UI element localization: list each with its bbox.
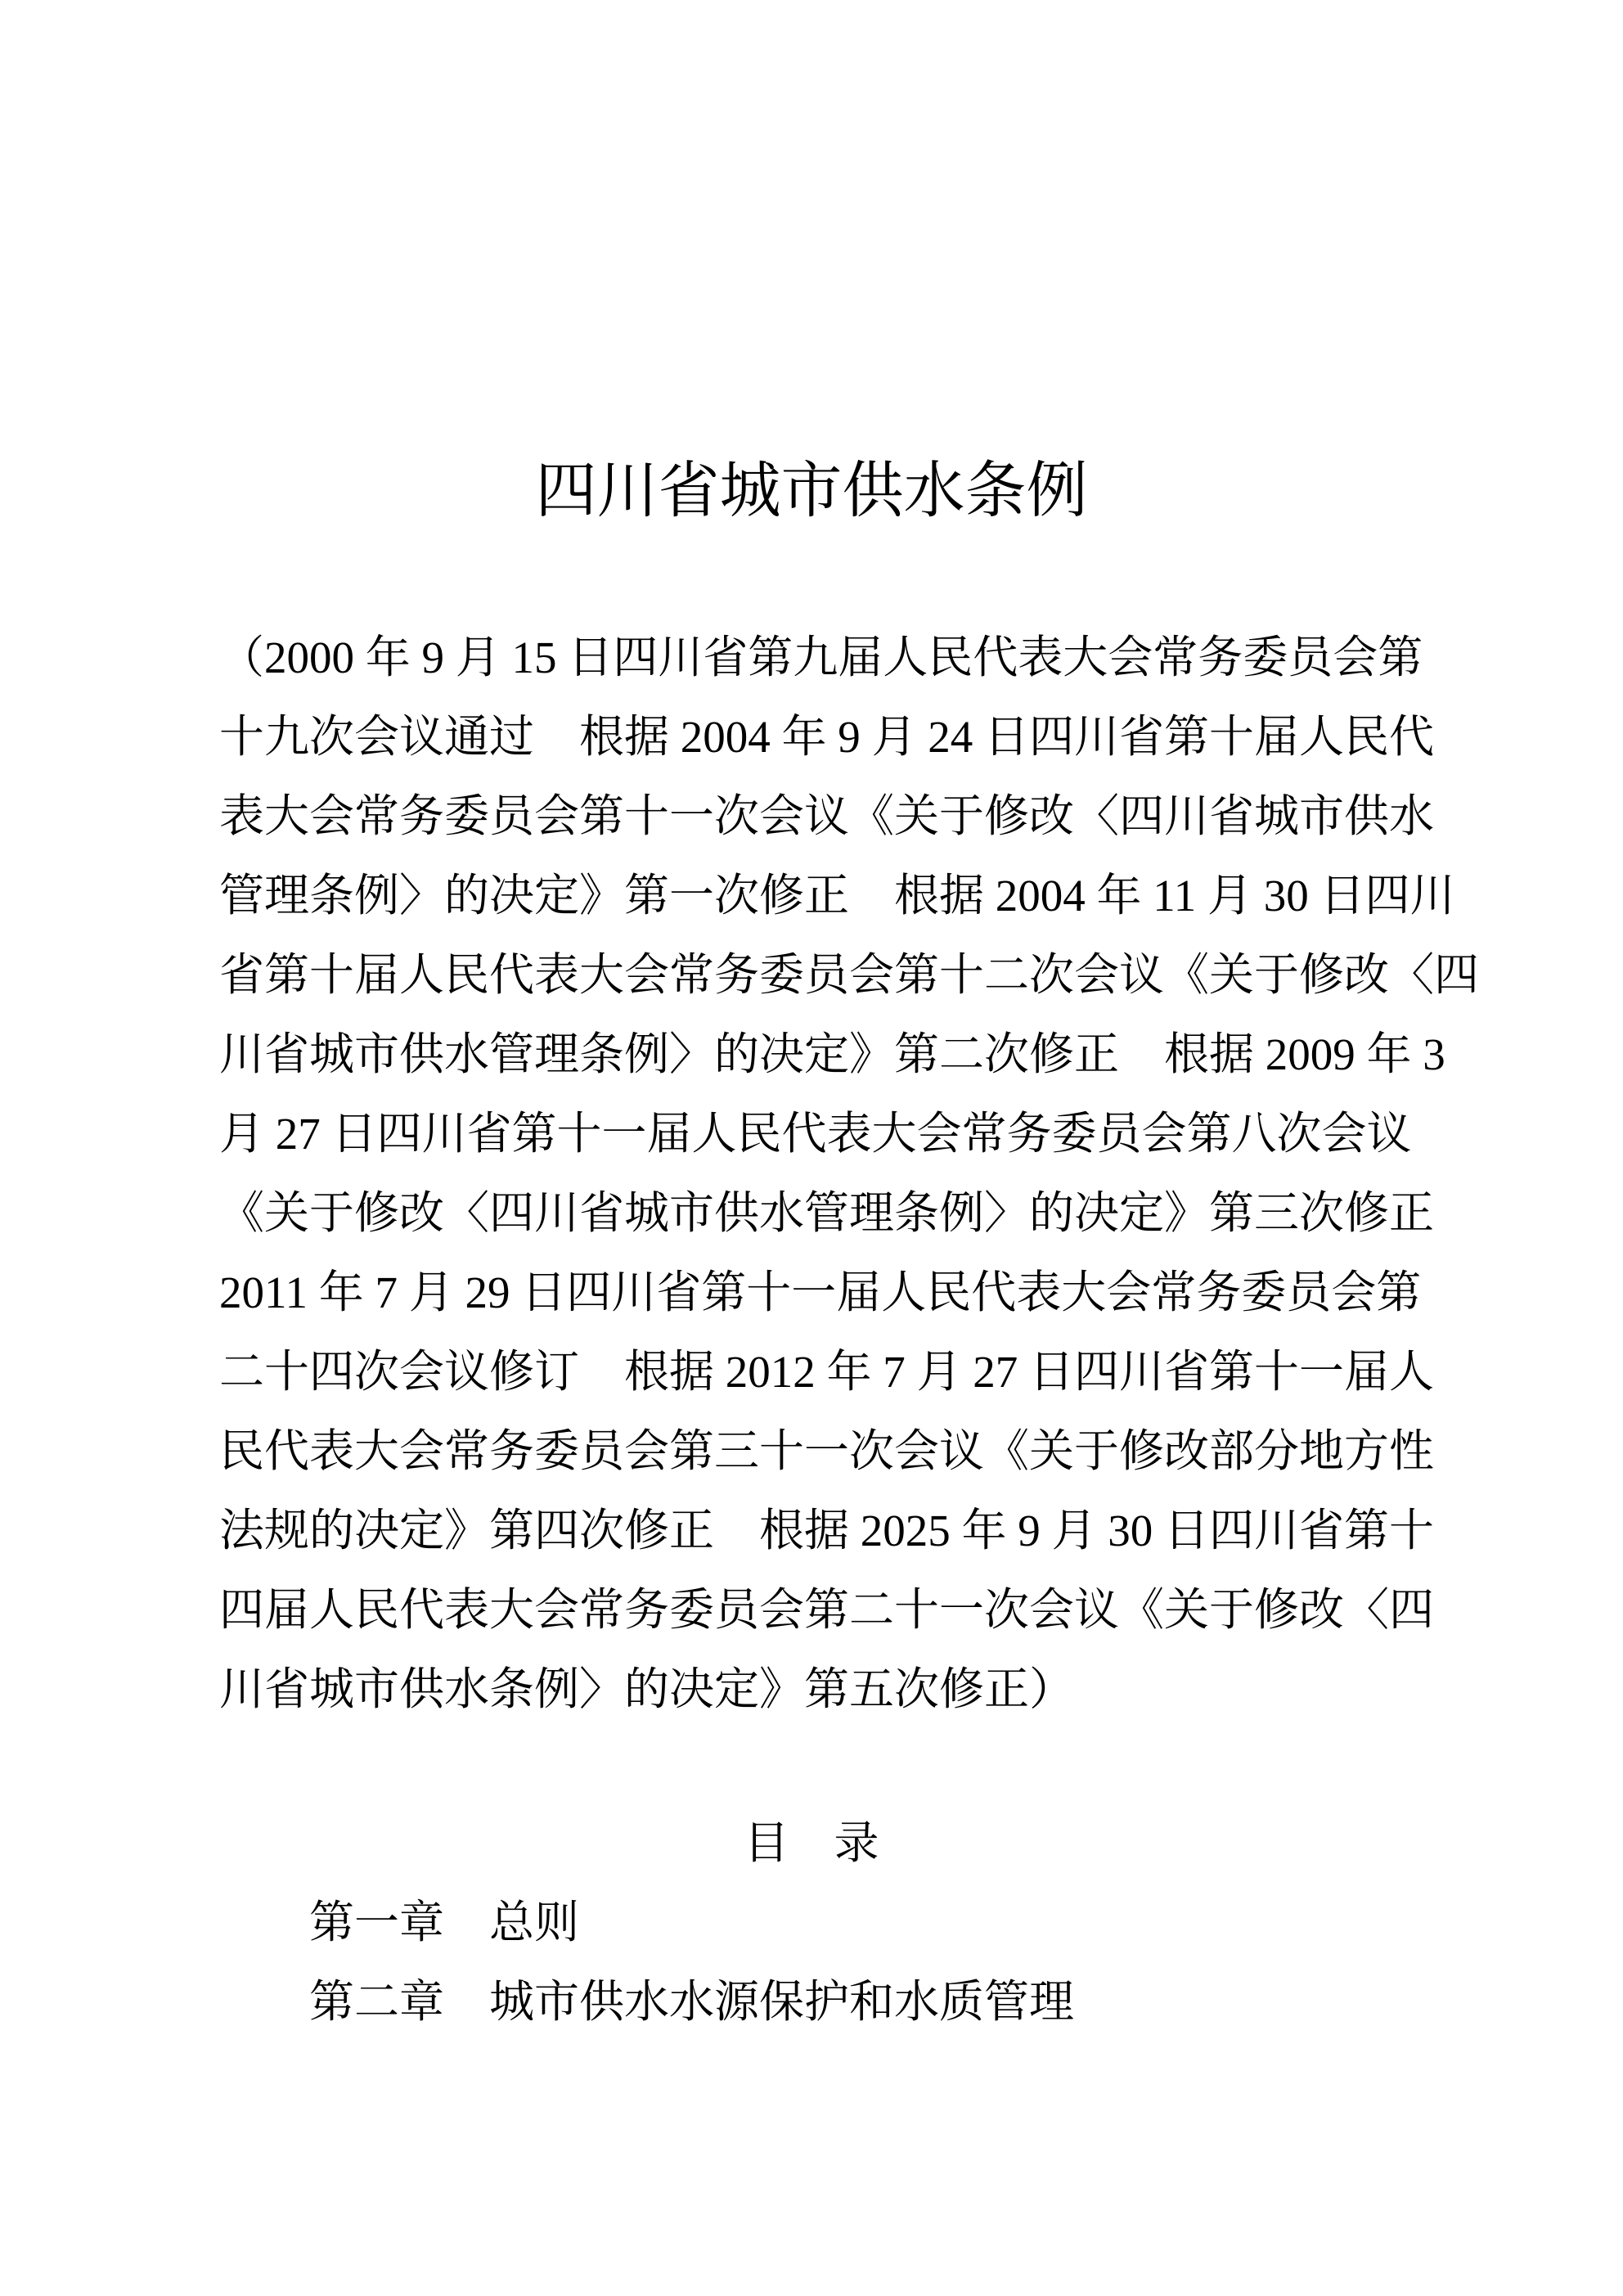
preamble-line: 《关于修改〈四川省城市供水管理条例〉的决定》第三次修正 <box>219 1188 1435 1238</box>
preamble-line: 法规的决定》第四次修正 根据 2025 年 9 月 30 日四川省第十 <box>219 1506 1435 1555</box>
preamble-line: 二十四次会议修订 根据 2012 年 7 月 27 日四川省第十一届人 <box>219 1347 1435 1397</box>
preamble-line: 省第十届人民代表大会常务委员会第十二次会议《关于修改〈四 <box>219 950 1480 1000</box>
preamble-line: 2011 年 7 月 29 日四川省第十一届人民代表大会常务委员会第 <box>219 1267 1422 1317</box>
preamble-line: 表大会常务委员会第十一次会议《关于修改〈四川省城市供水 <box>219 791 1435 841</box>
toc-item-chapter-2: 第二章 城市供水水源保护和水质管理 <box>309 1977 1075 2027</box>
preamble-line: （2000 年 9 月 15 日四川省第九届人民代表大会常务委员会第 <box>219 633 1423 682</box>
preamble-line: 十九次会议通过 根据 2004 年 9 月 24 日四川省第十届人民代 <box>219 712 1435 762</box>
preamble-line: 川省城市供水管理条例〉的决定》第二次修正 根据 2009 年 3 <box>219 1029 1445 1079</box>
preamble-line: 月 27 日四川省第十一届人民代表大会常务委员会第八次会议 <box>219 1109 1412 1159</box>
preamble-line: 管理条例〉的决定》第一次修正 根据 2004 年 11 月 30 日四川 <box>219 871 1455 921</box>
document-title: 四川省城市供水条例 <box>535 457 1088 525</box>
preamble-line: 四届人民代表大会常务委员会第二十一次会议《关于修改〈四 <box>219 1585 1435 1635</box>
toc-item-chapter-1: 第一章 总则 <box>309 1898 580 1947</box>
preamble-line: 川省城市供水条例〉的决定》第五次修正） <box>219 1664 1075 1714</box>
preamble-paragraph <box>219 618 1480 1729</box>
toc-heading: 目 录 <box>744 1818 879 1868</box>
preamble-line: 民代表大会常务委员会第三十一次会议《关于修改部分地方性 <box>219 1426 1435 1476</box>
